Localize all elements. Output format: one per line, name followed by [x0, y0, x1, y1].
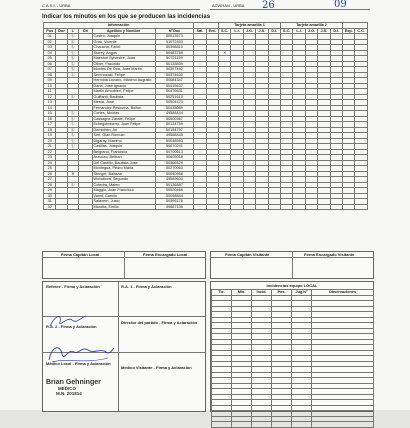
firma-capitan-local: Firma Capitán Local — [61, 252, 100, 257]
pos-cell: 18 — [44, 127, 56, 133]
l-cell: Ⓛ — [67, 138, 78, 144]
pos-cell: 25 — [44, 166, 56, 172]
referee-label: Referee - Firma y Aclaración — [46, 284, 100, 289]
incidencias-column-header: Min. — [232, 290, 252, 296]
dor-cell — [56, 204, 67, 210]
l-cell: Ⓛ — [67, 34, 78, 40]
firma-capitan-visitante: Firma Capitán Visitante — [225, 252, 270, 257]
pos-cell: 26 — [44, 171, 56, 177]
table-row — [44, 204, 368, 210]
player-doc-cell: 50270063 — [155, 166, 193, 172]
group-info: Información — [44, 23, 194, 29]
player-name-cell: Hermida Lozano, Máximo Augusto — [92, 78, 155, 84]
player-name-cell: Montes De Oca, Juan Martin — [92, 67, 155, 73]
incidents-instructions: Indicar los minutos en los que se producen las incidencias — [42, 14, 211, 20]
incidencias-cell[interactable] — [212, 422, 232, 428]
pos-cell: 08 — [44, 72, 56, 78]
player-name-cell: Guiffanti, Bautista — [92, 94, 155, 100]
column-header: Dor — [56, 28, 67, 34]
player-doc-cell: 49588444 — [155, 111, 193, 117]
incidencias-table — [211, 289, 374, 428]
player-doc-cell: 50721159 — [155, 56, 193, 62]
column-header: C.C. — [355, 28, 368, 34]
player-name-cell: Cortes, Nicolas — [92, 111, 155, 117]
player-name-cell: Serenozaki, Felipe — [92, 72, 155, 78]
pos-cell: 16 — [44, 116, 56, 122]
l-cell: Ⓛ — [67, 67, 78, 73]
player-doc-cell: 50397492 — [155, 67, 193, 73]
incidencias-cell[interactable] — [272, 422, 292, 428]
header-line-left — [40, 9, 200, 10]
pos-cell: 24 — [44, 160, 56, 166]
ra1-label: R.A. 1 - Firma y Aclaración — [121, 284, 172, 289]
medico-local-label: Médico Local - Firma y Aclaración — [46, 361, 111, 366]
column-header: Exp. — [343, 28, 355, 34]
pos-cell: 03 — [44, 45, 56, 51]
player-name-cell: Storey, Angus — [92, 50, 155, 56]
player-name-cell: Dana, José Ignacio — [92, 83, 155, 89]
player-doc-cell: 50136887 — [155, 182, 193, 188]
l-cell: ✕ — [67, 171, 78, 177]
column-header: Pos — [44, 28, 56, 34]
club-right: ACWHAN - URBA — [212, 3, 245, 8]
player-name-cell: Demichen, Ari — [92, 127, 155, 133]
pos-cell: 09 — [44, 78, 56, 84]
pos-cell: 17 — [44, 122, 56, 128]
column-header: Apellido y Nombre — [92, 28, 155, 34]
stamp-line2: M.N. 201814 — [56, 391, 82, 396]
player-doc-cell: 50684347 — [155, 78, 193, 84]
column-header: J.G. — [243, 28, 255, 34]
sig-visit-block — [210, 251, 374, 279]
player-doc-cell: 51072453 — [155, 39, 193, 45]
l-cell: Ⓛ — [67, 61, 78, 67]
incidencias-cell[interactable] — [292, 422, 312, 428]
column-header: J.G. — [305, 28, 317, 34]
incidencias-title: Incidencias equipo LOCAL — [266, 283, 318, 288]
handwritten-signature-medico — [46, 342, 116, 366]
incidencias-cell[interactable] — [232, 422, 252, 428]
l-cell: Ⓛ — [67, 127, 78, 133]
players-body — [44, 34, 368, 210]
player-name-cell: Montegua, Pedro Maria — [92, 166, 155, 172]
l-cell: Ⓛ — [67, 50, 78, 56]
officials-block — [42, 281, 206, 412]
player-doc-cell: 50040958 — [155, 171, 193, 177]
pos-cell: 11 — [44, 89, 56, 95]
pos-cell: 04 — [44, 50, 56, 56]
player-doc-cell: 50251610 — [155, 94, 193, 100]
pos-cell: 15 — [44, 111, 56, 117]
ra2-label: R.A. 2 - Firma y Aclaración — [46, 324, 97, 329]
column-header: L — [67, 28, 78, 34]
player-doc-cell: 50415637 — [155, 83, 193, 89]
pos-cell: 01 — [44, 34, 56, 40]
player-doc-cell: 50048583 — [155, 138, 193, 144]
pos-cell: 31 — [44, 199, 56, 205]
handwritten-signature-ra2 — [48, 312, 88, 330]
incidencias-block — [210, 281, 374, 412]
l-cell: Ⓛ — [67, 133, 78, 139]
player-name-cell: Oliver, Facundo — [92, 61, 155, 67]
pos-cell: 29 — [44, 188, 56, 194]
player-name-cell: Marotta, Emilio — [92, 204, 155, 210]
column-header: D.I. — [330, 28, 342, 34]
l-cell: Ⓛ — [67, 182, 78, 188]
player-doc-cell: 50396176 — [155, 199, 193, 205]
column-header: Ent. — [206, 28, 218, 34]
player-name-cell: Chaucha, Fariel — [92, 45, 155, 51]
pos-cell: 23 — [44, 155, 56, 161]
stamp-name: Brian Gehninger — [46, 379, 101, 386]
firma-encargado-visitante: Firma Encargado Visitante — [304, 252, 355, 257]
player-name-cell: Del Castillo, Bautista Jose — [92, 160, 155, 166]
incidencias-body — [212, 295, 374, 427]
player-doc-cell: 50520466 — [155, 188, 193, 194]
firma-encargado-local: Firma Encargado Local — [143, 252, 188, 257]
player-doc-cell: 50398810 — [155, 45, 193, 51]
pos-cell: 14 — [44, 105, 56, 111]
incident-cell[interactable] — [330, 204, 342, 210]
group-amarilla-2: Tarjeta amarilla 2 — [280, 23, 342, 29]
incident-cell[interactable] — [355, 204, 368, 210]
player-doc-cell: 50134759 — [155, 122, 193, 128]
player-name-cell: Echegoimberry, Juan Felipe — [92, 122, 155, 128]
player-name-cell: Seri, Gian Romulo — [92, 133, 155, 139]
player-name-cell: Arzuozo, Beltran — [92, 155, 155, 161]
incident-cell[interactable] — [318, 204, 330, 210]
column-header: J.S. — [318, 28, 330, 34]
pos-cell: 19 — [44, 133, 56, 139]
player-name-cell: Belgrano, Francisco — [92, 149, 155, 155]
incident-cell[interactable] — [343, 204, 355, 210]
group-amarilla-1: Tarjeta amarilla 1 — [218, 23, 280, 29]
club-left: C.A.S.I. - URBA — [42, 3, 71, 8]
player-doc-cell: 50700613 — [155, 149, 193, 155]
pos-cell: 22 — [44, 149, 56, 155]
cit-cell — [78, 204, 92, 210]
player-doc-cell: 50504473 — [155, 100, 193, 106]
incident-cell[interactable]: ✕ — [218, 50, 230, 56]
player-name-cell: Mestá, José — [92, 100, 155, 106]
pos-cell: 28 — [44, 182, 56, 188]
incidencias-column-header: Observaciones — [312, 290, 374, 296]
pos-cell: 21 — [44, 144, 56, 150]
incident-cell[interactable] — [231, 204, 243, 210]
incidencias-cell[interactable] — [312, 422, 374, 428]
player-name-cell: Martin Amorbieri, Felipe — [92, 89, 155, 95]
player-doc-cell: 50098844 — [155, 193, 193, 199]
column-header: Sal. — [194, 28, 206, 34]
pos-cell: 30 — [44, 193, 56, 199]
player-doc-cell: 49589600 — [155, 177, 193, 183]
player-name-cell: Fernandez Pescuma, Bolton — [92, 105, 155, 111]
stamp-line1: MEDICO — [58, 386, 76, 391]
doctor-stamp — [46, 379, 101, 396]
director-label: Director del partido - Firma y Aclaración — [121, 320, 198, 325]
player-doc-cell: 50133839 — [155, 61, 193, 67]
incident-cell[interactable] — [243, 204, 255, 210]
player-name-cell: Casillas, Joaquin — [92, 144, 155, 150]
player-name-cell: Castro, Joaquin — [92, 34, 155, 40]
player-doc-cell: 50374630 — [155, 72, 193, 78]
players-table — [43, 22, 368, 210]
pos-cell: 10 — [44, 83, 56, 89]
player-doc-cell: 49588445 — [155, 133, 193, 139]
player-name-cell: Wolodkow, Segundo — [92, 177, 155, 183]
sig-local-block — [42, 251, 206, 279]
medico-visitante-label: Médico Visitante - Firma y Aclaración — [121, 365, 192, 370]
l-cell: Ⓛ — [67, 39, 78, 45]
incident-cell[interactable] — [256, 204, 268, 210]
handwritten-score-right: 09 — [334, 0, 347, 10]
pos-cell: 07 — [44, 67, 56, 73]
player-doc-cell: 50154797 — [155, 127, 193, 133]
player-name-cell: Cotedra, Mateo — [92, 182, 155, 188]
incident-cell[interactable] — [194, 204, 206, 210]
column-header: J.S. — [256, 28, 268, 34]
player-doc-cell: 50670241 — [155, 144, 193, 150]
player-name-cell: Digaray, Maximo — [92, 138, 155, 144]
pos-cell: 02 — [44, 39, 56, 45]
pos-cell: 32 — [44, 204, 56, 210]
player-name-cell: Maestori Sylvestre, Juan — [92, 56, 155, 62]
player-doc-cell: 49687135 — [155, 204, 193, 210]
l-cell: Ⓛ — [67, 116, 78, 122]
l-cell: Ⓛ — [67, 144, 78, 150]
column-header: Cit — [78, 28, 92, 34]
column-header: N°Doc — [155, 28, 193, 34]
l-cell: Ⓛ — [67, 111, 78, 117]
column-header: S.C. — [280, 28, 292, 34]
column-header: L.I. — [231, 28, 243, 34]
incident-cell[interactable] — [218, 204, 230, 210]
player-doc-cell: 50483789 — [155, 50, 193, 56]
column-header: L.I. — [293, 28, 305, 34]
player-name-cell: Vanni, Camilo — [92, 193, 155, 199]
incident-cell[interactable] — [293, 204, 305, 210]
handwritten-score-left: 26 — [262, 0, 275, 11]
player-name-cell: Stengel, Baltazar — [92, 171, 155, 177]
player-doc-cell: 50435089 — [155, 105, 193, 111]
incidencias-column-header: Tie. — [212, 290, 232, 296]
l-cell: Ⓛ — [67, 122, 78, 128]
pos-cell: 05 — [44, 56, 56, 62]
pos-cell: 12 — [44, 94, 56, 100]
player-doc-cell: 50605018 — [155, 155, 193, 161]
incidencias-column-header: Jug.N° — [292, 290, 312, 296]
player-name-cell: Salaverri, Justo — [92, 199, 155, 205]
incident-cell[interactable] — [268, 204, 280, 210]
column-header: D.I. — [268, 28, 280, 34]
pos-cell: 13 — [44, 100, 56, 106]
l-cell: Ⓛ — [67, 45, 78, 51]
player-doc-cell: 50366529 — [155, 160, 193, 166]
player-name-cell: Maggio, Juan Francisco — [92, 188, 155, 194]
incidencias-row — [212, 422, 374, 428]
pos-cell: 06 — [44, 61, 56, 67]
player-doc-cell: 50513573 — [155, 34, 193, 40]
incident-cell[interactable] — [206, 204, 218, 210]
player-name-cell: Grau, Vicente — [92, 39, 155, 45]
l-cell: Ⓛ — [67, 72, 78, 78]
player-doc-cell: 50476631 — [155, 89, 193, 95]
column-header: S.C. — [218, 28, 230, 34]
player-doc-cell: 50500367 — [155, 116, 193, 122]
pos-cell: 27 — [44, 177, 56, 183]
l-cell: Ⓛ — [67, 94, 78, 100]
l-cell: Ⓛ — [67, 56, 78, 62]
player-name-cell: Cassagne Zarate, Felipe — [92, 116, 155, 122]
incident-cell[interactable] — [305, 204, 317, 210]
incident-cell[interactable] — [280, 204, 292, 210]
l-cell — [67, 204, 78, 210]
incidencias-column-header: Pos. — [272, 290, 292, 296]
incidencias-column-header: Incid. — [252, 290, 272, 296]
incidencias-cell[interactable] — [252, 422, 272, 428]
pos-cell: 20 — [44, 138, 56, 144]
